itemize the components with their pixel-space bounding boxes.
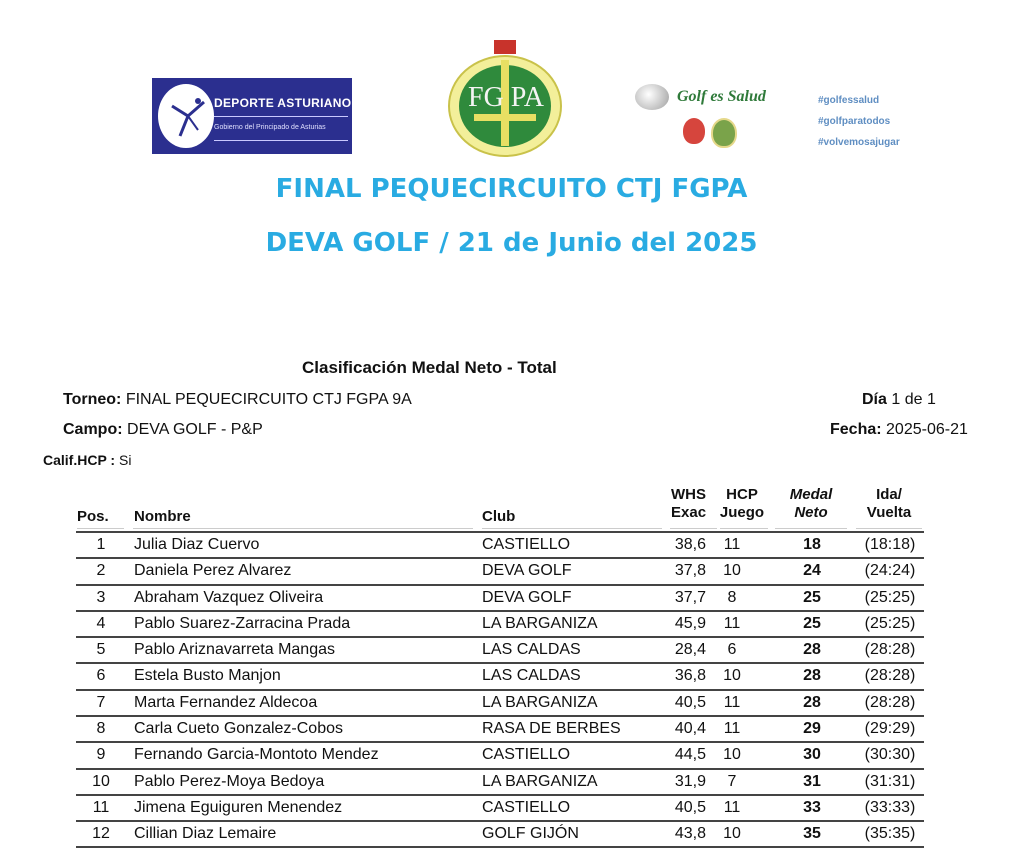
fgpa-crest-logo	[444, 40, 566, 158]
hcp-cell: 11	[723, 693, 741, 711]
header-whs: WHS Exac	[671, 486, 707, 521]
whs-cell: 43,8	[674, 825, 706, 843]
hashtag: #volvemosajugar	[818, 137, 900, 148]
whs-cell: 45,9	[674, 614, 706, 632]
hcp-cell: 11	[723, 798, 741, 816]
hcp-cell: 10	[723, 825, 741, 843]
table-row	[76, 820, 924, 848]
club-cell: LAS CALDAS	[482, 667, 581, 685]
whs-cell: 38,6	[674, 536, 706, 553]
header-pos: Pos.	[77, 508, 109, 525]
ida-vuelta-cell: (18:18)	[864, 536, 916, 553]
name-cell: Jimena Eguiguren Menendez	[134, 798, 343, 816]
table-row	[76, 741, 924, 767]
whs-cell: 28,4	[674, 641, 706, 659]
whs-cell: 31,9	[674, 772, 706, 790]
runner-icon	[158, 84, 214, 148]
hcp-cell: 7	[727, 772, 737, 790]
position-cell: 5	[96, 641, 106, 659]
campo-label: Campo:	[63, 421, 123, 438]
header-medal-neto: Medal Neto	[789, 486, 833, 521]
table-row	[76, 662, 924, 688]
club-cell: LA BARGANIZA	[482, 693, 598, 711]
name-cell: Fernando Garcia-Montoto Mendez	[134, 746, 379, 764]
ida-vuelta-cell: (25:25)	[864, 614, 916, 632]
name-cell: Daniela Perez Alvarez	[134, 562, 292, 580]
club-cell: LA BARGANIZA	[482, 772, 598, 790]
table-row	[76, 610, 924, 636]
banner-line-2: DEVA GOLF / 21 de Junio del 2025	[265, 228, 758, 258]
crest-icon	[711, 118, 737, 148]
ida-vuelta-cell: (28:28)	[864, 693, 916, 711]
name-cell: Marta Fernandez Aldecoa	[134, 693, 318, 711]
medal-neto-cell: 35	[803, 825, 821, 843]
ida-vuelta-cell: (30:30)	[864, 746, 916, 764]
results-table	[76, 531, 924, 848]
ida-vuelta-cell: (31:31)	[864, 772, 916, 790]
whs-cell: 37,8	[674, 562, 706, 580]
medal-neto-cell: 18	[803, 536, 821, 553]
name-cell: Pablo Ariznavarreta Mangas	[134, 641, 335, 659]
torneo-field	[63, 391, 412, 409]
position-cell: 2	[96, 562, 106, 580]
club-cell: GOLF GIJÓN	[482, 825, 579, 843]
hashtag: #golfparatodos	[818, 116, 891, 127]
header-hcp: HCP Juego	[719, 486, 765, 521]
fecha-field	[830, 421, 968, 439]
position-cell: 11	[92, 798, 110, 816]
medal-neto-cell: 25	[803, 588, 821, 606]
medal-neto-cell: 24	[803, 562, 821, 580]
table-row	[76, 715, 924, 741]
position-cell: 4	[96, 614, 106, 632]
whs-cell: 40,4	[674, 720, 706, 738]
calif-label: Calif.HCP :	[43, 452, 116, 468]
ida-vuelta-cell: (25:25)	[864, 588, 916, 606]
club-cell: RASA DE BERBES	[482, 720, 621, 738]
torneo-value: FINAL PEQUECIRCUITO CTJ FGPA 9A	[125, 391, 412, 408]
ida-vuelta-cell: (24:24)	[864, 562, 916, 580]
hashtag: #golfessalud	[818, 95, 880, 106]
medal-neto-cell: 28	[803, 693, 821, 711]
name-cell: Pablo Perez-Moya Bedoya	[134, 772, 325, 790]
table-row	[76, 584, 924, 610]
club-cell: CASTIELLO	[482, 798, 571, 816]
ida-vuelta-cell: (33:33)	[864, 798, 916, 816]
header-club: Club	[482, 508, 516, 525]
name-cell: Abraham Vazquez Oliveira	[134, 588, 324, 606]
dia-label: Día	[862, 391, 887, 408]
report-title: Clasificación Medal Neto - Total	[302, 358, 557, 377]
club-cell: CASTIELLO	[482, 746, 571, 764]
position-cell: 3	[96, 588, 106, 606]
ida-vuelta-cell: (35:35)	[864, 825, 916, 843]
hcp-cell: 11	[723, 536, 741, 553]
table-row	[76, 689, 924, 715]
position-cell: 1	[96, 536, 106, 553]
ida-vuelta-cell: (28:28)	[864, 641, 916, 659]
hcp-cell: 10	[723, 562, 741, 580]
hcp-cell: 10	[723, 746, 741, 764]
calif-value: Si	[118, 452, 132, 468]
name-cell: Carla Cueto Gonzalez-Cobos	[134, 720, 343, 738]
crest-icon	[683, 118, 705, 144]
name-cell: Pablo Suarez-Zarracina Prada	[134, 614, 351, 632]
header-nombre: Nombre	[134, 508, 191, 525]
medal-neto-cell: 28	[803, 667, 821, 685]
ida-vuelta-cell: (29:29)	[864, 720, 916, 738]
campo-value: DEVA GOLF - P&P	[127, 421, 263, 438]
position-cell: 9	[96, 746, 106, 764]
hcp-cell: 8	[727, 588, 737, 606]
club-cell: LA BARGANIZA	[482, 614, 598, 632]
deporte-asturiano-logo: DEPORTE ASTURIANO Gobierno del Principado de Asturias	[152, 78, 352, 154]
hcp-cell: 6	[727, 641, 737, 659]
hcp-cell: 11	[723, 720, 741, 738]
club-cell: DEVA GOLF	[482, 588, 572, 606]
position-cell: 8	[96, 720, 106, 738]
campo-field	[63, 421, 263, 439]
medal-neto-cell: 25	[803, 614, 821, 632]
ida-vuelta-cell: (28:28)	[864, 667, 916, 685]
club-cell: DEVA GOLF	[482, 562, 572, 580]
table-row	[76, 557, 924, 583]
medal-neto-cell: 29	[803, 720, 821, 738]
table-row	[76, 636, 924, 662]
table-row	[76, 794, 924, 820]
svg-text:FG PA: FG PA	[468, 82, 545, 113]
position-cell: 10	[92, 772, 110, 790]
name-cell: Cillian Diaz Lemaire	[134, 825, 277, 843]
club-cell: LAS CALDAS	[482, 641, 581, 659]
position-cell: 7	[96, 693, 106, 711]
table-row	[76, 768, 924, 794]
header-ida-vuelta: Ida/ Vuelta	[866, 486, 912, 521]
whs-cell: 40,5	[674, 693, 706, 711]
name-cell: Julia Diaz Cuervo	[134, 536, 260, 553]
whs-cell: 40,5	[674, 798, 706, 816]
dia-value: 1 de 1	[891, 391, 936, 408]
hcp-cell: 10	[723, 667, 741, 685]
golf-ball-icon	[635, 84, 669, 110]
fecha-value: 2025-06-21	[886, 421, 968, 438]
hcp-cell: 11	[723, 614, 741, 632]
whs-cell: 36,8	[674, 667, 706, 685]
medal-neto-cell: 28	[803, 641, 821, 659]
medal-neto-cell: 33	[803, 798, 821, 816]
dia-field	[862, 391, 936, 409]
position-cell: 6	[96, 667, 106, 685]
table-row	[76, 531, 924, 557]
medal-neto-cell: 31	[803, 772, 821, 790]
calif-field	[43, 452, 131, 468]
golf-es-salud-logo: Golf es Salud #golfessalud #golfparatodos #volvemosajugar	[635, 82, 945, 152]
whs-cell: 44,5	[674, 746, 706, 764]
name-cell: Estela Busto Manjon	[134, 667, 281, 685]
torneo-label: Torneo:	[63, 391, 122, 408]
banner-line-1: FINAL PEQUECIRCUITO CTJ FGPA	[275, 174, 748, 204]
whs-cell: 37,7	[674, 588, 706, 606]
hashtags	[818, 90, 900, 153]
medal-neto-cell: 30	[803, 746, 821, 764]
club-cell: CASTIELLO	[482, 536, 571, 553]
fecha-label: Fecha:	[830, 421, 882, 438]
position-cell: 12	[92, 825, 110, 843]
